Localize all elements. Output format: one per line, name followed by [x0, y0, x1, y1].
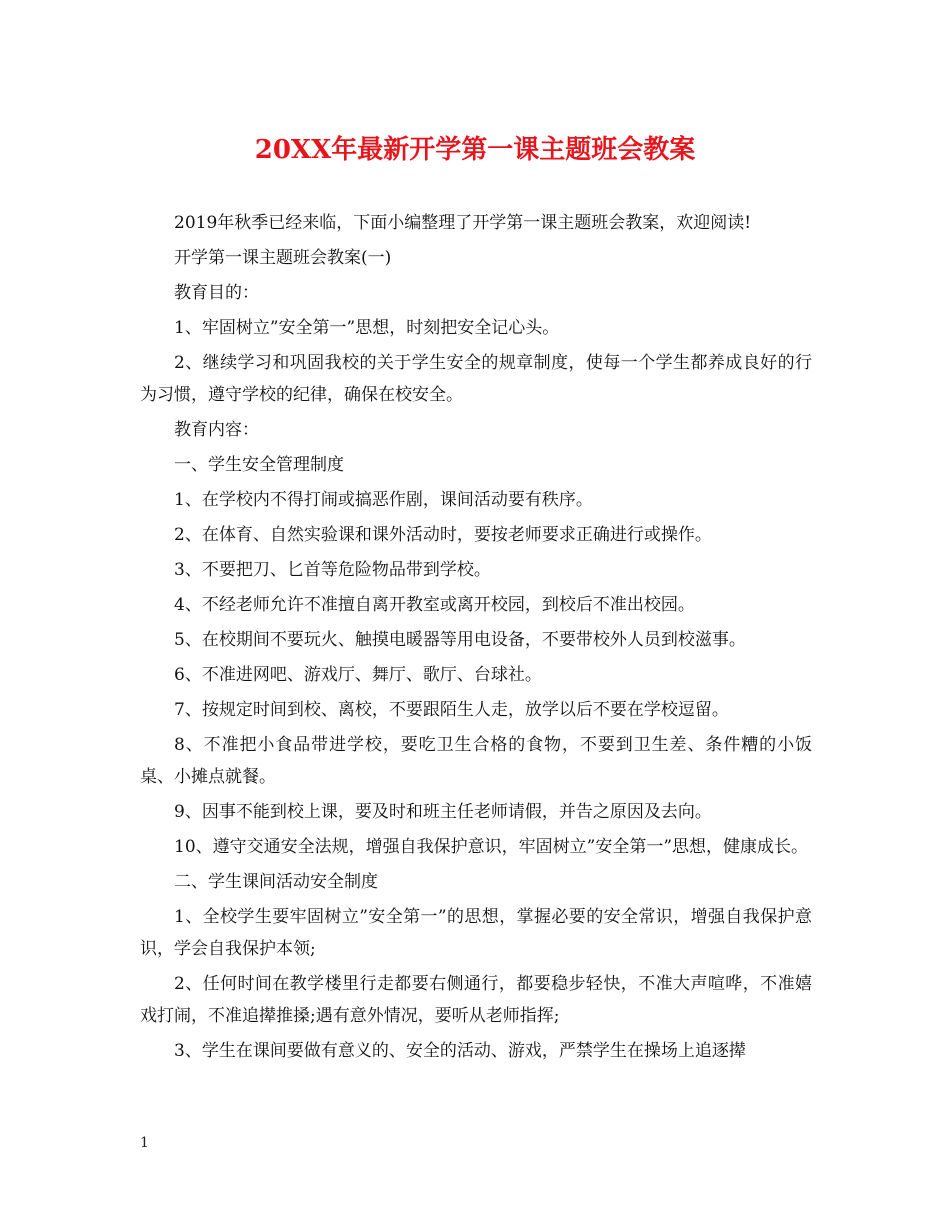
paragraph-rule-6: 6、不准进网吧、游戏厅、舞厅、歌厅、台球社。 — [174, 665, 542, 685]
paragraph-rule-2: 2、在体育、自然实验课和课外活动时，要按老师要求正确进行或操作。 — [174, 525, 712, 545]
paragraph-section-2-heading: 二、学生课间活动安全制度 — [174, 872, 378, 892]
document-body — [140, 207, 812, 1070]
paragraph-rule-9: 9、因事不能到校上课，要及时和班主任老师请假，并告之原因及去向。 — [174, 802, 712, 822]
paragraph-rule-3: 3、不要把刀、匕首等危险物品带到学校。 — [174, 560, 491, 580]
paragraph-lesson-heading: 开学第一课主题班会教案(一) — [174, 248, 392, 268]
paragraph-goal-heading: 教育目的： — [174, 283, 259, 303]
paragraph-break-rule-3: 3、学生在课间要做有意义的、安全的活动、游戏，严禁学生在操场上追逐撵 — [174, 1041, 746, 1061]
paragraph-rule-5: 5、在校期间不要玩火、触摸电暖器等用电设备，不要带校外人员到校滋事。 — [174, 630, 746, 650]
paragraph-rule-10: 10、遵守交通安全法规，增强自我保护意识，牢固树立”安全第一”思想，健康成长。 — [174, 837, 809, 857]
page-number: 1 — [140, 1135, 149, 1151]
paragraph-goal-2: 2、继续学习和巩固我校的关于学生安全的规章制度，使每一个学生都养成良好的行为习惯，遵守学校的纪律，确保在校安全。 — [140, 353, 812, 405]
paragraph-goal-1: 1、牢固树立”安全第一”思想，时刻把安全记心头。 — [174, 318, 560, 338]
document-title: 20XX年最新开学第一课主题班会教案 — [254, 135, 696, 165]
paragraph-break-rule-1: 1、全校学生要牢固树立”安全第一”的思想，掌握必要的安全常识，增强自我保护意识，学会自我保护本领; — [140, 907, 812, 959]
paragraph-break-rule-2: 2、任何时间在教学楼里行走都要右侧通行，都要稳步轻快，不准大声喧哗，不准嬉戏打闹，不准追撵推搡;遇有意外情况，要听从老师指挥; — [140, 974, 812, 1026]
paragraph-section-1-heading: 一、学生安全管理制度 — [174, 455, 344, 475]
paragraph-intro: 2019年秋季已经来临，下面小编整理了开学第一课主题班会教案，欢迎阅读! — [174, 213, 752, 233]
paragraph-rule-7: 7、按规定时间到校、离校，不要跟陌生人走，放学以后不要在学校逗留。 — [174, 700, 729, 720]
paragraph-rule-8: 8、不准把小食品带进学校，要吃卫生合格的食物，不要到卫生差、条件糟的小饭桌、小摊点就餐。 — [140, 735, 812, 787]
paragraph-rule-1: 1、在学校内不得打闹或搞恶作剧，课间活动要有秩序。 — [174, 490, 593, 510]
paragraph-content-heading: 教育内容： — [174, 420, 259, 440]
paragraph-rule-4: 4、不经老师允许不准擅自离开教室或离开校园，到校后不准出校园。 — [174, 595, 695, 615]
